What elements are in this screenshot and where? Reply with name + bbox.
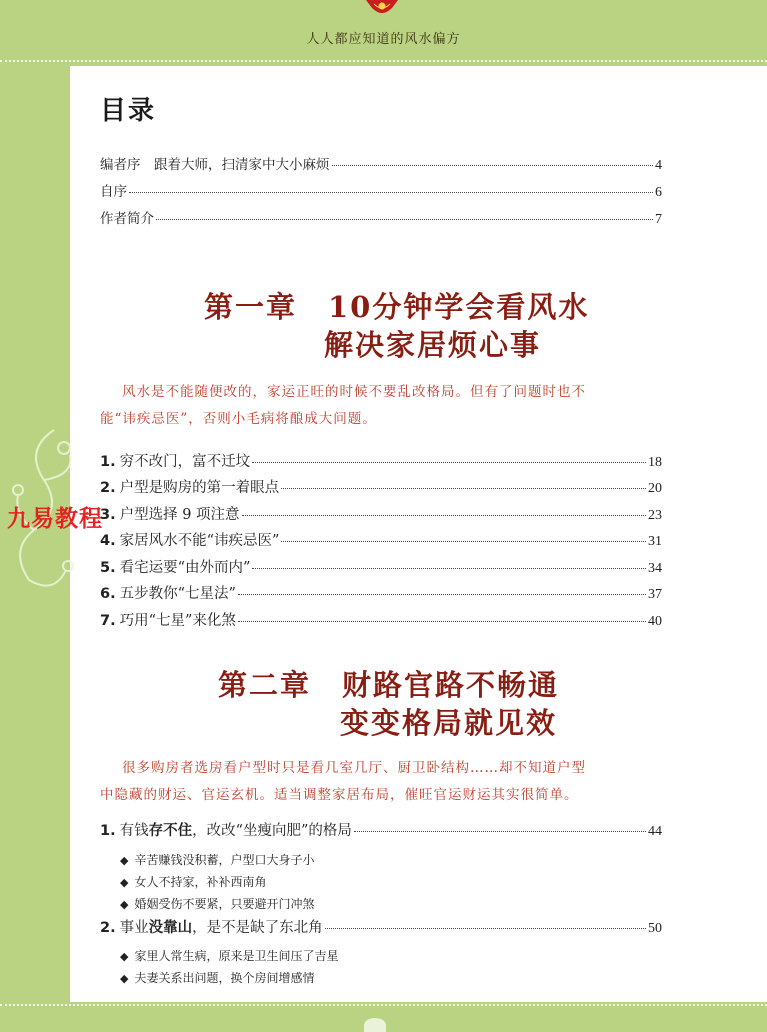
- page-number: 4: [655, 158, 662, 173]
- leader-dots: [129, 192, 653, 193]
- entry-label: 编者序 跟着大师，扫清家中大小麻烦: [100, 157, 330, 173]
- entry-label: 自序: [100, 184, 127, 200]
- entry-label: 户型选择 9 项注意: [119, 507, 240, 523]
- sub-item: [120, 895, 314, 912]
- entry-label: 看宅运要“由外而内”: [119, 560, 251, 576]
- sub-item-label: 辛苦赚钱没积蓄，户型口大身子小: [134, 853, 315, 867]
- sub-item-label: 婚姻受伤不要紧，只要避开门冲煞: [134, 897, 315, 911]
- entry-label-pre: 有钱: [119, 823, 149, 839]
- page-number: 37: [648, 587, 662, 602]
- leader-dots: [281, 541, 646, 542]
- red-ornament-icon: [362, 0, 402, 18]
- entry-number: 5.: [100, 560, 116, 576]
- diamond-icon: ◆: [120, 876, 129, 889]
- sub-item: [120, 947, 338, 964]
- intro-line: 很多购房者选房看户型时只是看几室几厅、厨卫卧结构……却不知道户型: [122, 760, 586, 776]
- toc-entry-2-2[interactable]: [100, 919, 662, 938]
- entry-number: 7.: [100, 613, 116, 629]
- page-number: 40: [648, 614, 662, 629]
- page-number: 23: [648, 508, 662, 523]
- page-title: 目录: [100, 96, 157, 126]
- chapter-2-intro: [100, 755, 662, 809]
- diamond-icon: ◆: [120, 972, 129, 985]
- toc-entry-1-5[interactable]: [100, 559, 662, 578]
- sub-item: [120, 969, 314, 986]
- toc-entry-preface[interactable]: [100, 156, 662, 175]
- page-number: 34: [648, 561, 662, 576]
- entry-number: 2.: [100, 480, 116, 496]
- entry-label: 户型是购房的第一着眼点: [119, 480, 280, 496]
- page-number: 50: [648, 921, 662, 936]
- leader-dots: [325, 928, 646, 929]
- page-number: 7: [655, 212, 662, 227]
- intro-line: 中隐藏的财运、官运玄机。适当调整家居布局，催旺官运财运其实很简单。: [100, 787, 579, 803]
- entry-label-pre: 事业: [119, 920, 149, 936]
- toc-entry-1-6[interactable]: [100, 585, 662, 604]
- chapter-2-title-line2: 变变格局就见效: [340, 706, 558, 740]
- chapter-1-title-line2: 解决家居烦心事: [324, 328, 542, 362]
- entry-label: 家居风水不能“讳疾忌医”: [119, 533, 280, 549]
- book-title: 人人都应知道的风水偏方: [306, 32, 461, 47]
- entry-number: 3.: [100, 507, 116, 523]
- diamond-icon: ◆: [120, 898, 129, 911]
- leader-dots: [242, 515, 646, 516]
- diamond-icon: ◆: [120, 854, 129, 867]
- leader-dots: [252, 568, 646, 569]
- sub-item-label: 夫妻关系出问题，换个房间增感情: [134, 971, 315, 985]
- entry-label-post: ，改改“坐瘦向肥”的格局: [192, 823, 352, 839]
- diamond-icon: ◆: [120, 950, 129, 963]
- intro-line: 风水是不能随便改的，家运正旺的时候不要乱改格局。但有了问题时也不: [122, 384, 586, 400]
- entry-label: 五步教你“七星法”: [119, 586, 236, 602]
- toc-entry-1-4[interactable]: [100, 532, 662, 551]
- intro-line: 能“讳疾忌医”，否则小毛病将酿成大问题。: [100, 411, 377, 427]
- leader-dots: [354, 831, 646, 832]
- entry-number: 2.: [100, 920, 116, 936]
- toc-entry-1-1[interactable]: [100, 453, 662, 472]
- entry-label: 穷不改门，富不迁坟: [119, 454, 251, 470]
- entry-label-bold: 存不住: [148, 822, 193, 839]
- sub-item: [120, 873, 266, 890]
- page-number: 31: [648, 534, 662, 549]
- toc-entry-author-bio[interactable]: [100, 210, 662, 229]
- sub-item-label: 女人不持家，补补西南角: [134, 875, 267, 889]
- toc-entry-2-1[interactable]: [100, 822, 662, 841]
- entry-number: 1.: [100, 823, 116, 839]
- bottom-dotted-border: [0, 1004, 767, 1009]
- entry-label-post: ，是不是缺了东北角: [192, 920, 323, 936]
- watermark: 九易教程: [7, 506, 103, 532]
- entry-label: 巧用“七星”来化煞: [119, 613, 236, 629]
- page-number: 18: [648, 455, 662, 470]
- chapter-1-intro: [100, 379, 662, 433]
- entry-label: 作者简介: [100, 211, 154, 227]
- leader-dots: [252, 462, 646, 463]
- entry-number: 1.: [100, 454, 116, 470]
- sub-item: [120, 851, 314, 868]
- toc-entry-author-preface[interactable]: [100, 183, 662, 202]
- leader-dots: [332, 165, 654, 166]
- sub-item-label: 家里人常生病，原来是卫生间压了吉星: [134, 949, 339, 963]
- entry-number: 6.: [100, 586, 116, 602]
- entry-label-bold: 没靠山: [148, 919, 193, 936]
- toc-entry-1-7[interactable]: [100, 612, 662, 631]
- chapter-1-title-line1: 第一章 10分钟学会看风水: [204, 290, 590, 324]
- toc-entry-1-2[interactable]: [100, 479, 662, 498]
- page-tab: [364, 1018, 386, 1032]
- page-number: 44: [648, 824, 662, 839]
- entry-number: 4.: [100, 533, 116, 549]
- top-dotted-border: [0, 60, 767, 65]
- leader-dots: [238, 594, 646, 595]
- page-number: 20: [648, 481, 662, 496]
- leader-dots: [156, 219, 653, 220]
- leader-dots: [281, 488, 646, 489]
- page-number: 6: [655, 185, 662, 200]
- leader-dots: [238, 621, 646, 622]
- chapter-2-title-line1: 第二章 财路官路不畅通: [218, 668, 560, 702]
- toc-entry-1-3[interactable]: [100, 506, 662, 525]
